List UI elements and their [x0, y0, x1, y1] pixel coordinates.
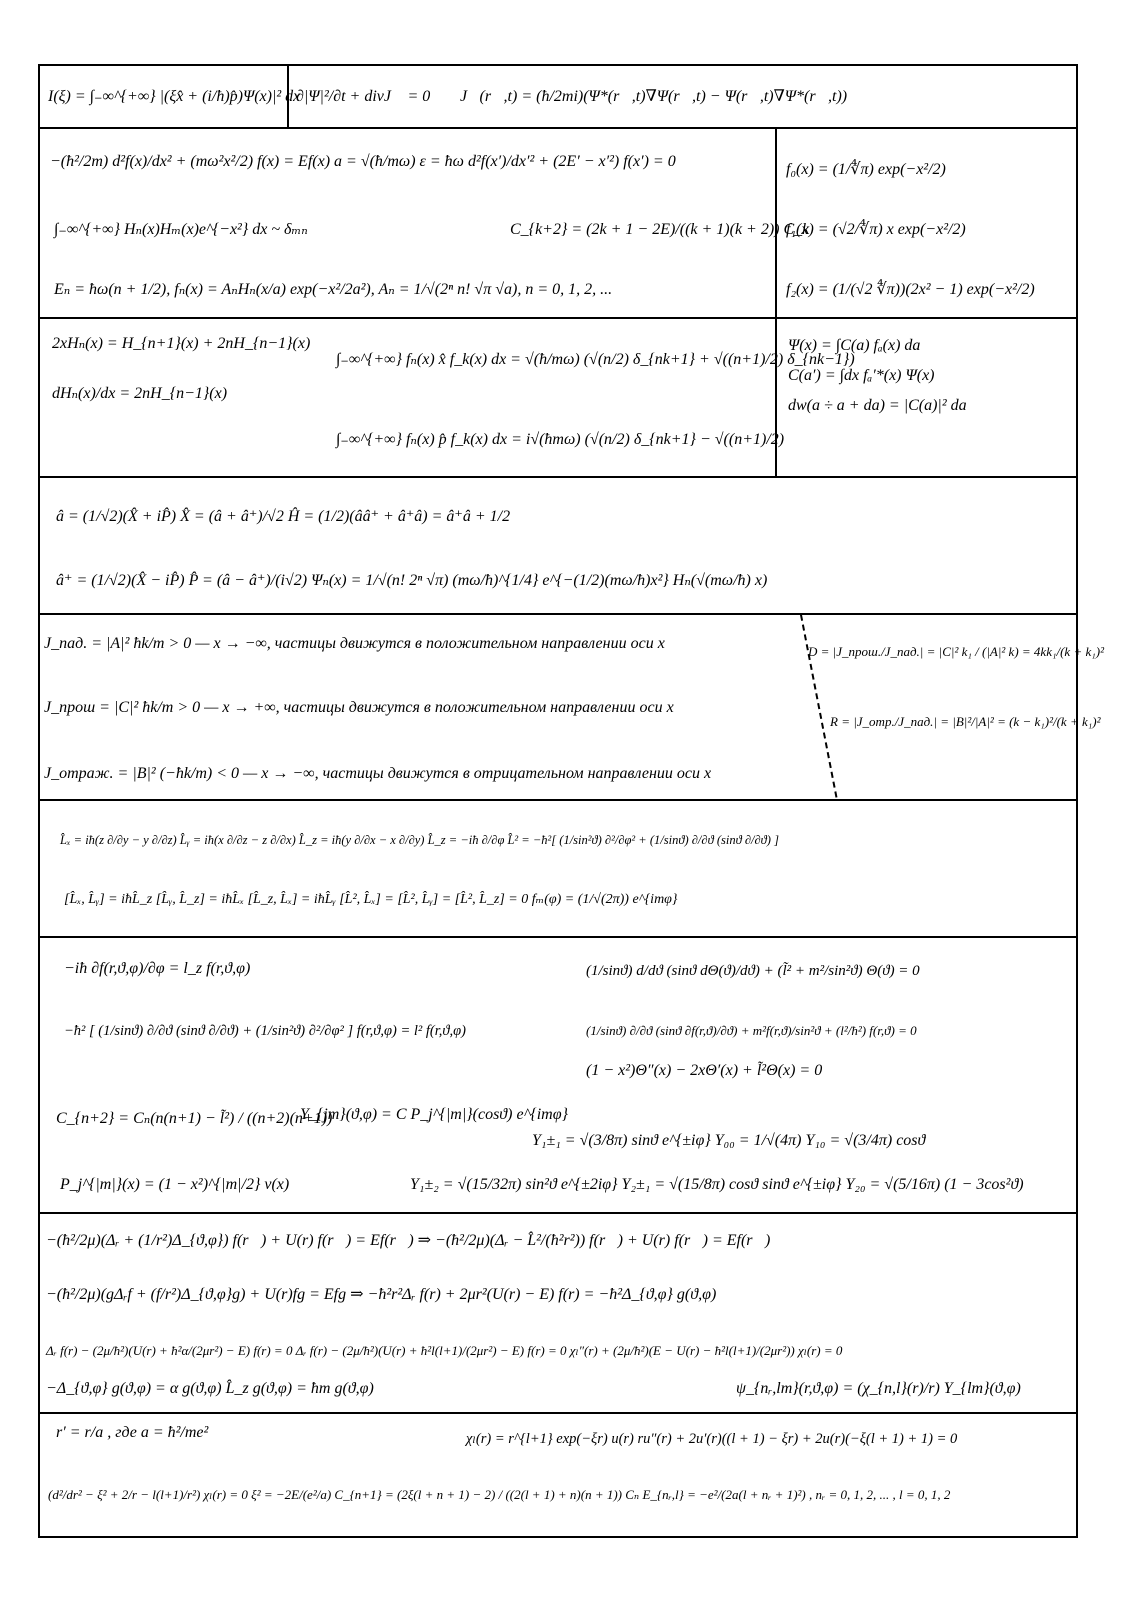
- formula: J_прош = |C|² ħk/m > 0 — x → +∞, частицы движутся в положительном направлении оси x: [44, 699, 674, 716]
- formula: (1/sinϑ) ∂/∂ϑ (sinϑ ∂f(r,ϑ)/∂ϑ) + m²f(r,ϑ)/sin²ϑ + (l²/ħ²) f(r,ϑ) = 0: [586, 1023, 917, 1038]
- side-formula: C(a′) = ∫dx fₐ′*(x) Ψ(x): [788, 367, 935, 384]
- formula: J_отраж. = |B|² (−ħk/m) < 0 — x → −∞, частицы движутся в отрицательном направлении оси x: [44, 765, 712, 782]
- formula: Δᵣ f(r) − (2μ/ħ²)(U(r) + ħ²α/(2μr²) − E) f(r) = 0 Δᵣ f(r) − (2μ/ħ²)(U(r) + ħ²l(l+1)/(2μr²) − E) f(r) = 0 χₗ″(r) + (2μ/ħ²)(E − U(r) − ħ²l(l+1)/(2μr²)) χₗ(r) = 0: [46, 1343, 843, 1358]
- formula-sheet: [38, 64, 1104, 1538]
- row-harmonic-oscillator: [40, 129, 1076, 319]
- formula: −iħ ∂f(r,ϑ,φ)/∂φ = l_z f(r,ϑ,φ): [64, 960, 251, 977]
- formula: dHₙ(x)/dx = 2nH_{n−1}(x): [52, 385, 228, 402]
- side-formula: dw(a ÷ a + da) = |C(a)|² da: [788, 397, 967, 414]
- formula: P_j^{|m|}(x) = (1 − x²)^{|m|/2} ν(x): [60, 1176, 290, 1193]
- side-formula: f₂(x) = (1/(√2 ∜π))(2x² − 1) exp(−x²/2): [786, 281, 1035, 298]
- formula: r′ = r/a , где a = ħ²/me²: [56, 1424, 209, 1441]
- row-ladder-operators: [40, 478, 1076, 615]
- column-divider: [775, 319, 777, 476]
- formula: −ħ² [ (1/sinϑ) ∂/∂ϑ (sinϑ ∂/∂ϑ) + (1/sin²ϑ) ∂²/∂φ² ] f(r,ϑ,φ) = l² f(r,ϑ,φ): [64, 1023, 466, 1039]
- formula: Y_{jm}(ϑ,φ) = C P_j^{|m|}(cosϑ) e^{imφ}: [300, 1106, 568, 1123]
- row-potential-step: [40, 615, 1104, 801]
- formula: â⁺ = (1/√2)(X̂ − iP̂) P̂ = (â − â⁺)/(i√2) Ψₙ(x) = 1/√(n! 2ⁿ √π) (mω/ħ)^{1/4} e^{−(1/2)(mω/ħ)x²} Hₙ(√(mω/ħ) x): [56, 572, 768, 589]
- formula: (1 − x²)Θ″(x) − 2xΘ′(x) + l̃²Θ(x) = 0: [586, 1062, 823, 1079]
- formula: L̂ₓ = iħ(z ∂/∂y − y ∂/∂z) L̂ᵧ = iħ(x ∂/∂z − z ∂/∂x) L̂_z = iħ(y ∂/∂x − x ∂/∂y) L̂_z = −iħ ∂/∂φ L̂² = −ħ²[ (1/sin²ϑ) ∂²/∂φ² + (1/sinϑ) ∂/∂ϑ (sinϑ ∂/∂ϑ) ]: [60, 833, 779, 847]
- row-angular-momentum: [40, 801, 1076, 938]
- formula: ∂|Ψ|²/∂t + divJ⃗ = 0: [296, 88, 431, 105]
- formula: −(ħ²/2m) d²f(x)/dx² + (mω²x²/2) f(x) = Ef(x) a = √(ħ/mω) ε = ħω d²f(x′)/dx′² + (2E′ − x′²) f(x′) = 0: [50, 153, 676, 170]
- formula: χₗ(r) = r^{l+1} exp(−ξr) u(r) ru″(r) + 2u′(r)((l + 1) − ξr) + 2u(r)(−ξ(l + 1) + 1) = 0: [466, 1431, 958, 1447]
- formula: ψ_{nᵣ,lm}(r,ϑ,φ) = (χ_{n,l}(r)/r) Y_{lm}(ϑ,φ): [736, 1380, 1021, 1397]
- row-spherical-harmonics: [40, 938, 1076, 1214]
- row-hermite-relations: [40, 319, 1076, 478]
- formula: −(ħ²/2μ)(Δᵣ + (1/r²)Δ_{ϑ,φ}) f(r⃗) + U(r) f(r⃗) = Ef(r⃗) ⇒ −(ħ²/2μ)(Δᵣ − L̂²/(ħ²r²)) f(r⃗) + U(r) f(r⃗) = Ef(r⃗): [46, 1232, 771, 1249]
- side-formula: D = |J_прош./J_пад.| = |C|² k₁ / (|A|² k) = 4kk₁/(k + k₁)²: [808, 644, 1104, 659]
- formula: ∫₋∞^{+∞} fₙ(x) p̂ f_k(x) dx = i√(ħmω) (√(n/2) δ_{nk+1} − √((n+1)/2): [336, 431, 785, 448]
- formula: J⃗(r⃗,t) = (ħ/2mi)(Ψ*(r⃗,t)∇Ψ(r⃗,t) − Ψ(r⃗,t)∇Ψ*(r⃗,t)): [460, 88, 848, 105]
- side-formula: Ψ(x) = ∫C(a) fₐ(x) da: [788, 337, 921, 354]
- formula: Y₁±₂ = √(15/32π) sin²ϑ e^{±2iφ} Y₂±₁ = √(15/8π) cosϑ sinϑ e^{±iφ} Y₂₀ = √(5/16π) (1 − 3cos²ϑ): [410, 1176, 1024, 1193]
- formula: ∫₋∞^{+∞} fₙ(x) x̂ f_k(x) dx = √(ħ/mω) (√(n/2) δ_{nk+1} + √((n+1)/2) δ_{nk−1}): [336, 351, 855, 368]
- formula: (d²/dr² − ξ² + 2/r − l(l+1)/r²) χₗ(r) = 0 ξ² = −2E/(e²/a) C_{n+1} = (2ξ(l + n + 1) − 2) / ((2(l + 1) + n)(n + 1)) Cₙ E_{nᵣ,l} = −e²/(2a(l + nᵣ + 1)²) , nᵣ = 0, 1, 2, ... , l = 0, 1, 2: [48, 1487, 951, 1502]
- formula: ∫₋∞^{+∞} Hₙ(x)Hₘ(x)e^{−x²} dx ~ δₘₙ: [54, 221, 308, 238]
- side-formula: f₀(x) = (1/∜π) exp(−x²/2): [786, 161, 946, 178]
- formula: I(ξ) = ∫₋∞^{+∞} |(ξx̂ + (i/ħ)p̂)Ψ(x)|² dx: [48, 88, 301, 105]
- formula: (1/sinϑ) d/dϑ (sinϑ dΘ(ϑ)/dϑ) + (l̃² + m²/sin²ϑ) Θ(ϑ) = 0: [586, 963, 920, 979]
- side-formula: f₁(x) = (√2/∜π) x exp(−x²/2): [786, 221, 966, 238]
- formula: â = (1/√2)(X̂ + iP̂) X̂ = (â + â⁺)/√2 Ĥ = (1/2)(ââ⁺ + â⁺â) = â⁺â + 1/2: [56, 508, 511, 525]
- row-central-field: [40, 1214, 1076, 1414]
- row-probability-current: [40, 66, 1076, 129]
- formula: Y₁±₁ = √(3/8π) sinϑ e^{±iφ} Y₀₀ = 1/√(4π) Y₁₀ = √(3/4π) cosϑ: [532, 1132, 926, 1149]
- formula: Eₙ = ħω(n + 1/2), fₙ(x) = AₙHₙ(x/a) exp(−x²/2a²), Aₙ = 1/√(2ⁿ n! √π √a), n = 0, 1, 2, ...: [54, 281, 613, 298]
- formula: C_{k+2} = (2k + 1 − 2E)/((k + 1)(k + 2)) C_k: [510, 221, 810, 238]
- formula: C_{n+2} = Cₙ(n(n+1) − l̃²) / ((n+2)(n+1)): [56, 1110, 333, 1127]
- formula: J_пад. = |A|² ħk/m > 0 — x → −∞, частицы движутся в положительном направлении оси x: [44, 635, 665, 652]
- formula: 2xHₙ(x) = H_{n+1}(x) + 2nH_{n−1}(x): [52, 335, 311, 352]
- formula: −Δ_{ϑ,φ} g(ϑ,φ) = α g(ϑ,φ) L̂_z g(ϑ,φ) = ħm g(ϑ,φ): [46, 1380, 374, 1397]
- side-formula: R = |J_отр./J_пад.| = |B|²/|A|² = (k − k₁)²/(k + k₁)²: [830, 714, 1101, 729]
- formula: [L̂ₓ, L̂ᵧ] = iħL̂_z [L̂ᵧ, L̂_z] = iħL̂ₓ [L̂_z, L̂ₓ] = iħL̂ᵧ [L̂², L̂ₓ] = [L̂², L̂ᵧ] = [L̂², L̂_z] = 0 fₘ(φ) = (1/√(2π)) e^{imφ}: [64, 892, 678, 907]
- formula: −(ħ²/2μ)(gΔᵣf + (f/r²)Δ_{ϑ,φ}g) + U(r)fg = Efg ⇒ −ħ²r²Δᵣ f(r) + 2μr²(U(r) − E) f(r) = −ħ²Δ_{ϑ,φ} g(ϑ,φ): [46, 1286, 717, 1303]
- row-hydrogen: [40, 1414, 1076, 1540]
